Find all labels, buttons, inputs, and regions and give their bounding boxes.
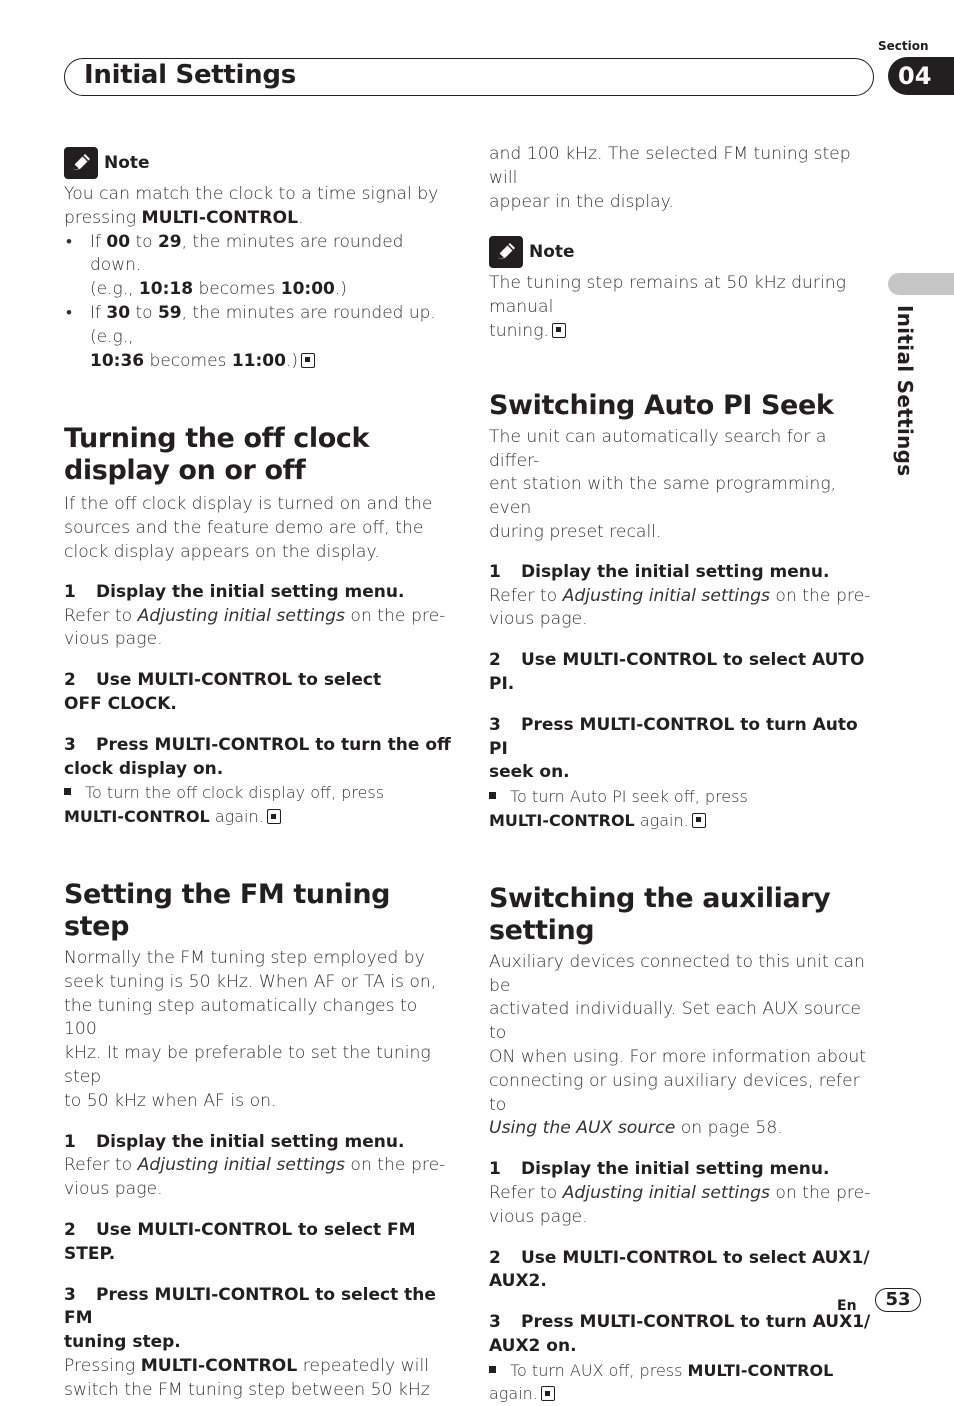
note-header xyxy=(64,146,454,180)
section-label: Section xyxy=(878,39,929,53)
off-clock-description: If the off clock display is turned on and the sources and the feature demo are off, the clock display appears on the display. xyxy=(64,494,433,562)
square-bullet-icon xyxy=(64,788,71,795)
end-mark-icon xyxy=(692,813,706,828)
pencil-note-icon xyxy=(64,147,98,179)
section-heading-auxiliary: Switching the auxiliary setting xyxy=(489,882,831,946)
right-column xyxy=(489,143,879,1406)
list-item: • If 00 to 29, the minutes are rounded down. (e.g., 10:18 becomes 10:00.) xyxy=(66,231,404,300)
fm-description: Normally the FM tuning step employed by seek tuning is 50 kHz. When AF or TA is on, the tuning step automatically changes to 100 kHz. It may be preferable to set the tuning step to 50 kHz when AF is on. xyxy=(64,947,437,1111)
note-text: You can match the clock to a time signal by pressing MULTI-CONTROL. xyxy=(64,184,439,228)
step-1: 1 Display the initial setting menu. xyxy=(489,561,830,582)
section-heading-off-clock: Turning the off clock display on or off xyxy=(64,423,370,487)
page-title: Initial Settings xyxy=(84,60,296,90)
note-text: The tuning step remains at 50 kHz during manual tuning. xyxy=(489,273,846,341)
step-detail: Pressing MULTI-CONTROL repeatedly will switch the FM tuning step between 50 kHz xyxy=(64,1355,430,1400)
auxiliary-description: Auxiliary devices connected to this unit can be activated individually. Set each AUX source to ON when using. For more information about connecting or using auxiliary devices, refer to Using the AUX source on page 58. xyxy=(489,951,867,1139)
step-reference: Refer to Adjusting initial settings on the pre- vious page. xyxy=(64,1155,446,1200)
step-reference: Refer to Adjusting initial settings on the pre- vious page. xyxy=(64,605,446,650)
auto-pi-description: The unit can automatically search for a differ- ent station with the same programming, even during preset recall. xyxy=(489,426,837,542)
language-code: En xyxy=(837,1298,857,1314)
end-mark-icon xyxy=(301,353,315,368)
step-sub-bullet: To turn Auto PI seek off, press MULTI-CONTROL again. xyxy=(489,787,748,830)
step-1: 1 Display the initial setting menu. xyxy=(64,1131,405,1152)
end-mark-icon xyxy=(267,809,281,824)
side-tab-marker xyxy=(888,273,954,295)
section-number-badge: 04 xyxy=(888,57,954,95)
section-heading-auto-pi: Switching Auto PI Seek xyxy=(489,389,834,421)
note-label: Note xyxy=(529,242,575,263)
continued-text: and 100 kHz. The selected FM tuning step will appear in the display. xyxy=(489,144,851,212)
end-mark-icon xyxy=(552,323,566,338)
step-sub-bullet: To turn the off clock display off, press MULTI-CONTROL again. xyxy=(64,783,385,827)
side-section-label: Initial Settings xyxy=(893,305,917,477)
step-reference: Refer to Adjusting initial settings on the pre- vious page. xyxy=(489,585,871,630)
step-2: 2 Use MULTI-CONTROL to select AUTO PI. xyxy=(489,650,865,694)
step-1: 1 Display the initial setting menu. xyxy=(64,581,405,602)
end-mark-icon xyxy=(541,1386,555,1401)
pencil-note-icon xyxy=(489,236,523,268)
section-heading-fm-step: Setting the FM tuning step xyxy=(64,878,391,942)
list-item: • If 30 to 59, the minutes are rounded up. (e.g., 10:36 becomes 11:00.) xyxy=(66,302,436,371)
step-3: 3 Press MULTI-CONTROL to turn Auto PI seek on. xyxy=(489,714,858,783)
step-3: 3 Press MULTI-CONTROL to turn AUX1/ AUX2 on. xyxy=(489,1312,871,1356)
square-bullet-icon xyxy=(489,792,496,799)
note-header xyxy=(489,235,879,269)
step-1: 1 Display the initial setting menu. xyxy=(489,1159,830,1180)
step-2: 2 Use MULTI-CONTROL to select AUX1/ AUX2. xyxy=(489,1247,870,1292)
step-3: 3 Press MULTI-CONTROL to turn the off clock display on. xyxy=(64,734,451,779)
step-sub-bullet: To turn AUX off, press MULTI-CONTROL again. xyxy=(489,1360,834,1404)
step-2: 2 Use MULTI-CONTROL to select OFF CLOCK. xyxy=(64,670,382,714)
square-bullet-icon xyxy=(489,1366,496,1373)
left-column xyxy=(64,146,454,1402)
step-reference: Refer to Adjusting initial settings on the pre- vious page. xyxy=(489,1182,871,1227)
note-label: Note xyxy=(104,153,150,173)
page-number: 53 xyxy=(875,1288,921,1312)
step-3: 3 Press MULTI-CONTROL to select the FM tuning step. xyxy=(64,1284,436,1353)
step-2: 2 Use MULTI-CONTROL to select FM STEP. xyxy=(64,1219,416,1264)
